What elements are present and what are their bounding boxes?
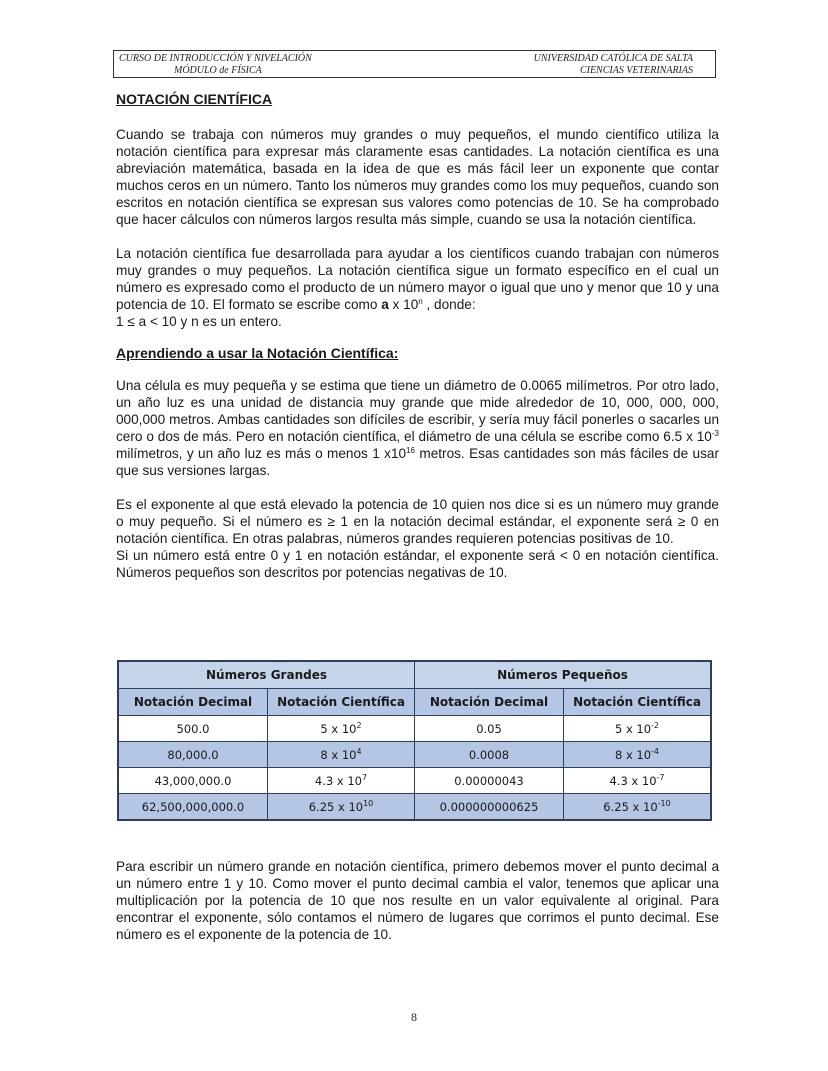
table-row [118, 716, 711, 742]
col-header-decimal: Notación Decimal [118, 689, 268, 716]
sci-base: 4.3 x 10 [609, 773, 657, 788]
cell-large-decimal: 43,000,000.0 [118, 768, 268, 794]
page-number: 8 [411, 1010, 417, 1024]
notation-table [117, 660, 712, 821]
group-header-large: Números Grandes [118, 661, 415, 689]
sci-base: 8 x 10 [614, 747, 652, 762]
cell-small-scientific [564, 794, 712, 821]
cell-small-decimal: 0.00000043 [415, 768, 564, 794]
paragraph-example [116, 377, 719, 479]
cell-small-decimal: 0.05 [415, 716, 564, 742]
table-row [118, 768, 711, 794]
sci-base: 5 x 10 [614, 721, 652, 736]
header-university: UNIVERSIDAD CATÓLICA DE SALTA [533, 53, 693, 64]
example-text-b: milímetros, y un año luz es más o menos 1 x10 [116, 446, 407, 461]
sci-exponent: -2 [651, 720, 660, 730]
document-body-lower [116, 858, 719, 943]
sci-base: 6.25 x 10 [308, 799, 364, 814]
example-text-a: Una célula es muy pequeña y se estima que tiene un diámetro de 0.0065 milímetros. Por otro lado, un año luz es una unidad de distancia muy grande que mide alrededor de 10, 000, 000, 000, 000,000 metros. Ambas cantidades son difíciles de escribir, y sería muy fácil ponerles o sacarles un cero o dos de más. Pero en notación científica, el diámetro de una célula se escribe como 6.5 x 10 [116, 378, 719, 444]
col-header-scientific: Notación Científica [564, 689, 712, 716]
table-row [118, 794, 711, 821]
header-faculty: CIENCIAS VETERINARIAS [579, 65, 693, 76]
table-row [118, 742, 711, 768]
cell-small-scientific [564, 742, 712, 768]
cell-small-decimal: 0.0008 [415, 742, 564, 768]
sci-exponent: -7 [656, 772, 665, 782]
sci-exponent: 4 [356, 746, 362, 756]
header-module: MÓDULO de FÍSICA [174, 65, 262, 76]
sci-exponent: -4 [651, 746, 660, 756]
sci-exponent: 10 [363, 798, 374, 808]
cell-large-decimal: 62,500,000,000.0 [118, 794, 268, 821]
format-donde: , donde: [422, 297, 476, 312]
group-header-small: Números Pequeños [415, 661, 712, 689]
example-text-c: metros. Esas cantidades son más fáciles de usar que sus versiones largas. [116, 446, 720, 478]
paragraph-exponent-large: Es el exponente al que está elevado la potencia de 10 quien nos dice si es un número muy grande o muy pequeño. Si el número es ≥ 1 en la notación decimal estándar, el exponente será ≥ 0 en notación científica. En otras palabras, números grandes requieren potencias positivas de 10. [116, 497, 719, 546]
cell-large-scientific [268, 716, 415, 742]
cell-large-scientific [268, 794, 415, 821]
format-condition: 1 ≤ a < 10 y n es un entero. [116, 314, 282, 329]
page-title: NOTACIÓN CIENTÍFICA [116, 91, 273, 107]
section-subtitle: Aprendiendo a usar la Notación Científica: [116, 345, 399, 361]
header-course: CURSO DE INTRODUCCIÓN Y NIVELACIÓN [119, 53, 312, 64]
paragraph-intro: Cuando se trabaja con números muy grandes o muy pequeños, el mundo científico utiliza la notación científica para expresar más claramente esas cantidades. La notación científica es una abreviación matemática, basada en la idea de que es más fácil leer un exponente que contar muchos ceros en un número. Tanto los números muy grandes como los muy pequeños, cuando son escritos en notación científica se expresan sus valores como potencias de 10. Se ha comprobado que hacer cálculos con números largos resulta más simple, cuando se usa la notación científica. [116, 127, 719, 227]
format-text: La notación científica fue desarrollada para ayudar a los científicos cuando trabajan con números muy grandes o muy pequeños. La notación científica sigue un formato específico en el cual un número es expresado como el producto de un número mayor o igual que uno y menor que 10 y una potencia de 10. El formato se escribe como [116, 246, 719, 312]
format-x10: x 10 [388, 297, 419, 312]
cell-small-decimal: 0.000000000625 [415, 794, 564, 821]
paragraph-format [116, 245, 719, 330]
paragraph-exponent-small: Si un número está entre 0 y 1 en notación estándar, el exponente será < 0 en notación científica. Números pequeños son descritos por potencias negativas de 10. [116, 548, 719, 580]
sci-base: 4.3 x 10 [314, 773, 362, 788]
page-header [113, 50, 716, 78]
sci-exponent: 2 [356, 720, 362, 730]
example-exp-lightyear: 16 [406, 446, 415, 455]
sci-base: 5 x 10 [320, 721, 357, 736]
cell-large-decimal: 500.0 [118, 716, 268, 742]
sci-exponent: 7 [361, 772, 368, 782]
example-exp-cell: -3 [711, 429, 719, 438]
paragraph-conversion: Para escribir un número grande en notación científica, primero debemos mover el punto decimal a un número entre 1 y 10. Como mover el punto decimal cambia el valor, tenemos que aplicar una multiplicación por la potencia de 10 que nos resulte en un valor equivalente al original. Para encontrar el exponente, sólo contamos el número de lugares que corrimos el punto decimal. Ese número es el exponente de la potencia de 10. [116, 859, 719, 942]
sci-exponent: -10 [657, 798, 671, 808]
cell-large-decimal: 80,000.0 [118, 742, 268, 768]
cell-large-scientific [268, 742, 415, 768]
format-a: a [381, 297, 389, 312]
notation-table-wrap [117, 660, 712, 821]
sci-base: 6.25 x 10 [603, 799, 658, 814]
sci-base: 8 x 10 [320, 747, 357, 762]
cell-large-scientific [268, 768, 415, 794]
document-body [116, 91, 719, 581]
cell-small-scientific [564, 716, 712, 742]
col-header-scientific: Notación Científica [268, 689, 415, 716]
cell-small-scientific [564, 768, 712, 794]
col-header-decimal: Notación Decimal [415, 689, 564, 716]
format-exponent: n [418, 297, 423, 306]
